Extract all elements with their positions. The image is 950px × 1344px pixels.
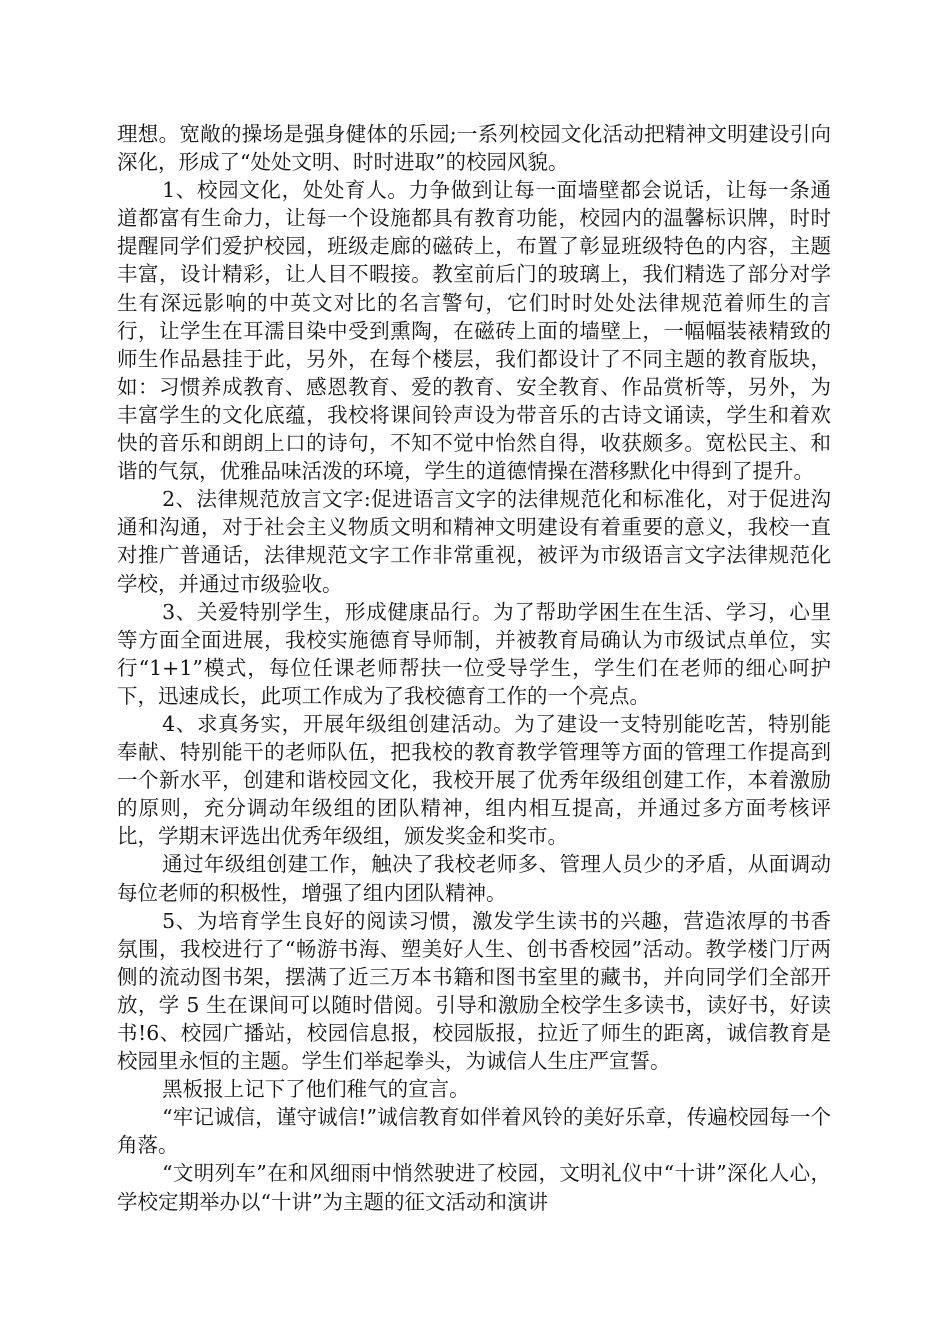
paragraph-continuation: 理想。宽敞的操场是强身健体的乐园;一系列校园文化活动把精神文明建设引向深化，形成了“处处文明、时时进取”的校园风貌。 — [117, 122, 831, 175]
paragraph-care-students: 3、关爱特别学生，形成健康品行。为了帮助学困生在生活、学习，心里等方面全面进展，我校实施德育导师制，并被教育局确认为市级试点单位，实行“1+1”模式，每位任课老师帮扶一位受导学生，学生们在老师的细心呵护下，迅速成长，此项工作成为了我校德育工作的一个亮点。 — [117, 599, 831, 708]
paragraph-language-standards: 2、法律规范放言文字:促进语言文字的法律规范化和标准化，对于促进沟通和沟通，对于社会主义物质文明和精神文明建设有着重要的意义，我校一直对推广普通话，法律规范文字工作非常重视，被评为市级语言文字法律规范化学校，并通过市级验收。 — [117, 487, 831, 596]
paragraph-civility-train: “文明列车”在和风细雨中悄然驶进了校园，文明礼仪中“十讲”深化人心，学校定期举办以“十讲”为主题的征文活动和演讲 — [117, 1161, 831, 1214]
paragraph-campus-culture: 1、校园文化，处处育人。力争做到让每一面墙壁都会说话，让每一条通道都富有生命力，让每一个设施都具有教育功能，校园内的温馨标识牌，时时提醒同学们爱护校园，班级走廊的磁砖上，布置了彰显班级特色的内容，主题丰富，设计精彩，让人目不暇接。教室前后门的玻璃上，我们精选了部分对学生有深远影响的中英文对比的名言警句，它们时时处处法律规范着师生的言行，让学生在耳濡目染中受到熏陶，在磁砖上面的墙壁上，一幅幅装裱精致的师生作品悬挂于此，另外，在每个楼层，我们都设计了不同主题的教育版块，如：习惯养成教育、感恩教育、爱的教育、安全教育、作品赏析等，另外，为丰富学生的文化底蕴，我校将课间铃声设为带音乐的古诗文诵读，学生和着欢快的音乐和朗朗上口的诗句，不知不觉中怡然自得，收获颇多。宽松民主、和谐的气氛，优雅品味活泼的环境，学生的道德情操在潜移默化中得到了提升。 — [117, 178, 831, 484]
paragraph-honesty: “牢记诚信，谨守诚信!”诚信教育如伴着风铃的美好乐章，传遍校园每一个角落。 — [117, 1105, 831, 1158]
paragraph-blackboard: 黑板报上记下了他们稚气的宣言。 — [162, 1077, 470, 1102]
paragraph-grade-groups-result: 通过年级组创建工作，触决了我校老师多、管理人员少的矛盾，从面调动每位老师的积极性，增强了组内团队精神。 — [117, 852, 831, 905]
document-body — [117, 120, 831, 1216]
paragraph-reading-habits: 5、为培育学生良好的阅读习惯，激发学生读书的兴趣，营造浓厚的书香氛围，我校进行了“畅游书海、塑美好人生、创书香校园”活动。教学楼门厅两侧的流动图书架，摆满了近三万本书籍和图书室里的藏书，并向同学们全部开放，学 5 生在课间可以随时借阅。引导和激励全校学生多读书，读好书，好读书!6、校园广播站，校园信息报，校园版报，拉近了师生的距离，诚信教育是校园里永恒的主题。学生们举起拳头，为诚信人生庄严宣誓。 — [117, 908, 831, 1074]
paragraph-grade-groups: 4、求真务实，开展年级组创建活动。为了建设一支特别能吃苦，特别能奉献、特别能干的老师队伍，把我校的教育教学管理等方面的管理工作提高到一个新水平，创建和谐校园文化，我校开展了优秀年级组创建工作，本着激励的原则，充分调动年级组的团队精神，组内相互提高，并通过多方面考核评比，学期末评选出优秀年级组，颁发奖金和奖市。 — [117, 711, 831, 849]
